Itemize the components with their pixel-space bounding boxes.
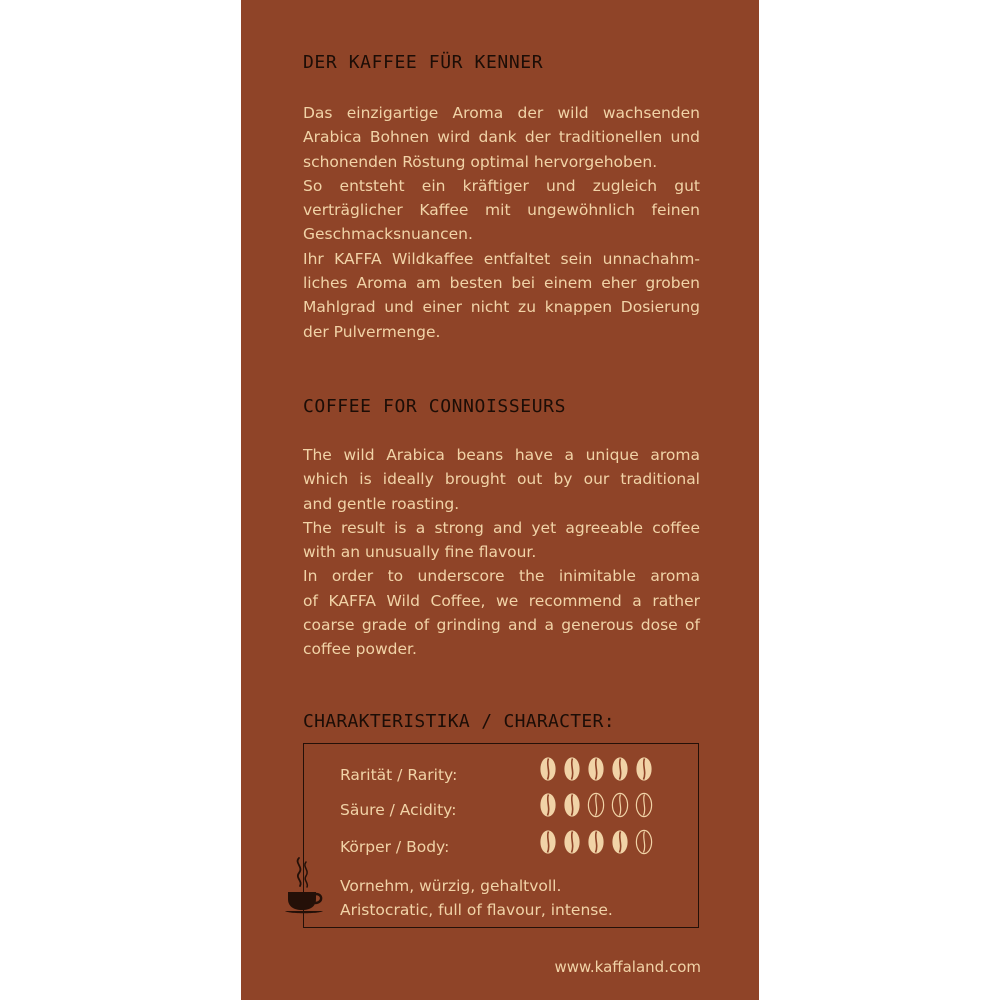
german-line: Mahlgrad und einer nicht zu knappen Dosierung: [303, 298, 700, 317]
product-panel: [241, 0, 759, 1000]
coffee-bean-filled-icon: [587, 756, 605, 782]
coffee-bean-outline-icon: [611, 792, 629, 818]
character-box: [303, 743, 699, 928]
german-line: schonenden Röstung optimal hervorgehoben.: [303, 152, 658, 171]
acidity-label: Säure / Acidity:: [340, 801, 457, 819]
character-description-en: Aristocratic, full of flavour, intense.: [340, 901, 613, 919]
character-heading: CHARAKTERISTIKA / CHARACTER:: [303, 711, 615, 732]
coffee-bean-outline-icon: [635, 792, 653, 818]
german-description: [303, 101, 700, 344]
coffee-bean-filled-icon: [635, 756, 653, 782]
german-line: So entsteht ein kräftiger und zugleich gut: [303, 176, 700, 195]
german-line: Arabica Bohnen wird dank der traditionellen und: [303, 128, 700, 147]
coffee-bean-outline-icon: [587, 792, 605, 818]
rarity-rating: [539, 756, 653, 782]
german-line: Das einzigartige Aroma der wild wachsenden: [303, 104, 700, 122]
german-line: Ihr KAFFA Wildkaffee entfaltet sein unnachahm-: [303, 249, 700, 268]
english-line: The wild Arabica beans have a unique aroma: [303, 446, 700, 464]
coffee-bean-filled-icon: [587, 829, 605, 855]
rarity-label: Rarität / Rarity:: [340, 766, 458, 784]
english-line: The result is a strong and yet agreeable coffee: [303, 518, 700, 537]
coffee-bean-filled-icon: [563, 829, 581, 855]
german-heading: DER KAFFEE FÜR KENNER: [303, 52, 544, 73]
coffee-bean-outline-icon: [635, 829, 653, 855]
coffee-bean-filled-icon: [539, 792, 557, 818]
coffee-bean-filled-icon: [563, 792, 581, 818]
german-line: Geschmacksnuancen.: [303, 225, 473, 244]
acidity-rating: [539, 792, 653, 818]
steaming-coffee-cup-icon: [285, 855, 327, 915]
coffee-bean-filled-icon: [611, 756, 629, 782]
english-line: which is ideally brought out by our traditional: [303, 470, 700, 489]
english-description: [303, 443, 700, 662]
body-rating: [539, 829, 653, 855]
german-line: liches Aroma am besten bei einem eher groben: [303, 274, 700, 293]
coffee-bean-filled-icon: [539, 829, 557, 855]
english-line: and gentle roasting.: [303, 494, 460, 513]
english-line: with an unusually fine flavour.: [303, 543, 537, 562]
coffee-bean-filled-icon: [539, 756, 557, 782]
body-label: Körper / Body:: [340, 838, 450, 856]
coffee-bean-filled-icon: [611, 829, 629, 855]
english-line: coffee powder.: [303, 640, 417, 659]
english-line: In order to underscore the inimitable aroma: [303, 567, 700, 586]
website-link[interactable]: www.kaffaland.com: [554, 958, 701, 976]
english-heading: COFFEE FOR CONNOISSEURS: [303, 396, 567, 417]
character-description-de: Vornehm, würzig, gehaltvoll.: [340, 877, 562, 895]
coffee-bean-filled-icon: [563, 756, 581, 782]
german-line: verträglicher Kaffee mit ungewöhnlich feinen: [303, 201, 700, 220]
english-line: of KAFFA Wild Coffee, we recommend a rather: [303, 591, 700, 610]
english-line: coarse grade of grinding and a generous dose of: [303, 616, 700, 635]
german-line: der Pulvermenge.: [303, 322, 441, 341]
